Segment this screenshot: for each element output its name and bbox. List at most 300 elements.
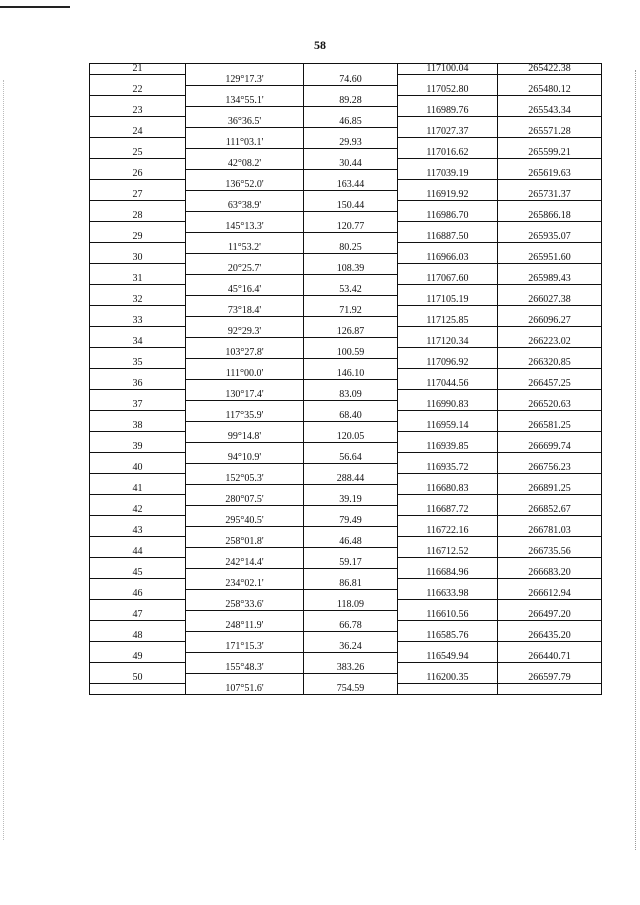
segment-length: 53.42: [304, 285, 398, 296]
corner-mark: [0, 6, 70, 8]
direction-angle: 45°16.4': [186, 285, 304, 296]
segment-row: [90, 600, 602, 611]
x-coordinate: 116722.16: [398, 526, 498, 537]
point-number: 37: [90, 400, 186, 411]
empty-cell: [498, 411, 602, 422]
empty-cell: [304, 673, 398, 684]
right-edge-line: [635, 70, 636, 850]
point-number: 32: [90, 295, 186, 306]
y-coordinate: 266699.74: [498, 442, 602, 453]
direction-angle: 155°48.3': [186, 663, 304, 674]
segment-length: 66.78: [304, 621, 398, 632]
direction-angle: 171°15.3': [186, 642, 304, 653]
empty-cell: [186, 547, 304, 558]
empty-cell: [90, 348, 186, 359]
x-coordinate: 116687.72: [398, 505, 498, 516]
direction-angle: 152°05.3': [186, 474, 304, 485]
y-coordinate: 265989.43: [498, 274, 602, 285]
point-row: [90, 442, 602, 453]
direction-angle: 99°14.8': [186, 432, 304, 443]
empty-cell: [90, 474, 186, 485]
direction-angle: 20°25.7': [186, 264, 304, 275]
empty-cell: [90, 222, 186, 233]
empty-cell: [398, 159, 498, 170]
segment-length: 59.17: [304, 558, 398, 569]
empty-cell: [498, 327, 602, 338]
direction-angle: 36°36.5': [186, 117, 304, 128]
empty-cell: [186, 190, 304, 201]
segment-row: [90, 390, 602, 401]
y-coordinate: 266223.02: [498, 337, 602, 348]
x-coordinate: 117039.19: [398, 169, 498, 180]
point-row: [90, 337, 602, 348]
empty-cell: [90, 159, 186, 170]
empty-cell: [90, 201, 186, 212]
empty-cell: [304, 400, 398, 411]
segment-length: 126.87: [304, 327, 398, 338]
point-number: 49: [90, 652, 186, 663]
empty-cell: [304, 85, 398, 96]
direction-angle: 295°40.5': [186, 516, 304, 527]
empty-cell: [186, 148, 304, 159]
empty-cell: [90, 75, 186, 86]
empty-cell: [304, 232, 398, 243]
y-coordinate: 266612.94: [498, 589, 602, 600]
direction-angle: 130°17.4': [186, 390, 304, 401]
y-coordinate: 266520.63: [498, 400, 602, 411]
point-row: [90, 148, 602, 159]
point-number: 40: [90, 463, 186, 474]
empty-cell: [90, 516, 186, 527]
x-coordinate: 116684.96: [398, 568, 498, 579]
empty-cell: [304, 211, 398, 222]
point-number: 26: [90, 169, 186, 180]
y-coordinate: 266320.85: [498, 358, 602, 369]
y-coordinate: 266735.56: [498, 547, 602, 558]
x-coordinate: 116610.56: [398, 610, 498, 621]
segment-length: 83.09: [304, 390, 398, 401]
point-number: 42: [90, 505, 186, 516]
empty-cell: [90, 243, 186, 254]
empty-cell: [398, 369, 498, 380]
empty-cell: [498, 642, 602, 653]
empty-cell: [304, 274, 398, 285]
empty-cell: [186, 337, 304, 348]
empty-cell: [398, 243, 498, 254]
segment-row: [90, 516, 602, 527]
point-row: [90, 652, 602, 663]
point-row: [90, 274, 602, 285]
segment-row: [90, 621, 602, 632]
empty-cell: [498, 180, 602, 191]
empty-cell: [498, 663, 602, 674]
point-row: [90, 379, 602, 390]
empty-cell: [186, 652, 304, 663]
point-row: [90, 211, 602, 222]
empty-cell: [398, 390, 498, 401]
point-row: [90, 421, 602, 432]
empty-cell: [498, 369, 602, 380]
empty-cell: [90, 558, 186, 569]
empty-cell: [304, 169, 398, 180]
empty-cell: [90, 390, 186, 401]
segment-row: [90, 453, 602, 464]
segment-length: 39.19: [304, 495, 398, 506]
empty-cell: [186, 106, 304, 117]
direction-angle: 136°52.0': [186, 180, 304, 191]
empty-cell: [498, 432, 602, 443]
point-number: 44: [90, 547, 186, 558]
empty-cell: [304, 526, 398, 537]
point-number: 39: [90, 442, 186, 453]
direction-angle: 103°27.8': [186, 348, 304, 359]
x-coordinate: 117100.04: [398, 64, 498, 75]
empty-cell: [186, 211, 304, 222]
empty-cell: [186, 358, 304, 369]
segment-length: 89.28: [304, 96, 398, 107]
x-coordinate: 116939.85: [398, 442, 498, 453]
direction-angle: 242°14.4': [186, 558, 304, 569]
y-coordinate: 265951.60: [498, 253, 602, 264]
empty-cell: [304, 484, 398, 495]
empty-cell: [304, 127, 398, 138]
y-coordinate: 265571.28: [498, 127, 602, 138]
empty-cell: [498, 348, 602, 359]
empty-cell: [304, 190, 398, 201]
empty-cell: [186, 85, 304, 96]
segment-row: [90, 369, 602, 380]
empty-cell: [90, 411, 186, 422]
segment-row: [90, 642, 602, 653]
empty-cell: [90, 684, 186, 695]
empty-cell: [186, 253, 304, 264]
x-coordinate: 117052.80: [398, 85, 498, 96]
page-number: 58: [314, 38, 326, 52]
empty-cell: [186, 421, 304, 432]
empty-cell: [90, 285, 186, 296]
segment-length: 118.09: [304, 600, 398, 611]
segment-length: 68.40: [304, 411, 398, 422]
x-coordinate: 116935.72: [398, 463, 498, 474]
y-coordinate: 265599.21: [498, 148, 602, 159]
empty-cell: [186, 505, 304, 516]
point-number: 33: [90, 316, 186, 327]
coordinates-table: [89, 63, 602, 695]
left-edge-line: [3, 80, 4, 840]
empty-cell: [398, 558, 498, 569]
empty-cell: [90, 96, 186, 107]
point-number: 38: [90, 421, 186, 432]
y-coordinate: 265619.63: [498, 169, 602, 180]
y-coordinate: 265543.34: [498, 106, 602, 117]
x-coordinate: 116990.83: [398, 400, 498, 411]
empty-cell: [498, 159, 602, 170]
y-coordinate: 265480.12: [498, 85, 602, 96]
empty-cell: [498, 390, 602, 401]
empty-cell: [398, 642, 498, 653]
direction-angle: 258°33.6': [186, 600, 304, 611]
empty-cell: [304, 610, 398, 621]
segment-row: [90, 75, 602, 86]
point-number: 31: [90, 274, 186, 285]
empty-cell: [304, 253, 398, 264]
segment-length: 150.44: [304, 201, 398, 212]
point-number: 22: [90, 85, 186, 96]
empty-cell: [186, 316, 304, 327]
empty-cell: [304, 379, 398, 390]
x-coordinate: 117027.37: [398, 127, 498, 138]
point-row: [90, 589, 602, 600]
point-row: [90, 106, 602, 117]
point-row: [90, 358, 602, 369]
empty-cell: [398, 621, 498, 632]
empty-cell: [498, 516, 602, 527]
empty-cell: [90, 306, 186, 317]
empty-cell: [498, 579, 602, 590]
empty-cell: [90, 327, 186, 338]
empty-cell: [398, 75, 498, 86]
point-row: [90, 568, 602, 579]
point-row: [90, 631, 602, 642]
empty-cell: [398, 663, 498, 674]
segment-length: 754.59: [304, 684, 398, 695]
segment-row: [90, 117, 602, 128]
direction-angle: 234°02.1': [186, 579, 304, 590]
empty-cell: [304, 316, 398, 327]
empty-cell: [498, 621, 602, 632]
empty-cell: [498, 306, 602, 317]
empty-cell: [398, 201, 498, 212]
point-number: 48: [90, 631, 186, 642]
point-row: [90, 64, 602, 75]
empty-cell: [498, 600, 602, 611]
empty-cell: [90, 264, 186, 275]
empty-cell: [90, 600, 186, 611]
empty-cell: [398, 600, 498, 611]
x-coordinate: 116887.50: [398, 232, 498, 243]
segment-row: [90, 138, 602, 149]
point-row: [90, 127, 602, 138]
empty-cell: [498, 453, 602, 464]
empty-cell: [304, 337, 398, 348]
point-number: 35: [90, 358, 186, 369]
direction-angle: 248°11.9': [186, 621, 304, 632]
point-row: [90, 169, 602, 180]
point-number: 28: [90, 211, 186, 222]
y-coordinate: 266497.20: [498, 610, 602, 621]
x-coordinate: 117105.19: [398, 295, 498, 306]
empty-cell: [398, 453, 498, 464]
direction-angle: 134°55.1': [186, 96, 304, 107]
point-number: 24: [90, 127, 186, 138]
x-coordinate: 116989.76: [398, 106, 498, 117]
segment-row: [90, 264, 602, 275]
x-coordinate: 116633.98: [398, 589, 498, 600]
x-coordinate: 117125.85: [398, 316, 498, 327]
y-coordinate: 266581.25: [498, 421, 602, 432]
y-coordinate: 266440.71: [498, 652, 602, 663]
empty-cell: [498, 96, 602, 107]
point-row: [90, 295, 602, 306]
direction-angle: 63°38.9': [186, 201, 304, 212]
x-coordinate: 116966.03: [398, 253, 498, 264]
empty-cell: [186, 295, 304, 306]
segment-length: 288.44: [304, 474, 398, 485]
y-coordinate: 266096.27: [498, 316, 602, 327]
empty-cell: [186, 673, 304, 684]
segment-row: [90, 432, 602, 443]
segment-row: [90, 285, 602, 296]
x-coordinate: 116200.35: [398, 673, 498, 684]
x-coordinate: 116712.52: [398, 547, 498, 558]
point-number: 25: [90, 148, 186, 159]
point-row: [90, 526, 602, 537]
empty-cell: [398, 474, 498, 485]
x-coordinate: 117096.92: [398, 358, 498, 369]
direction-angle: 129°17.3': [186, 75, 304, 86]
segment-length: 74.60: [304, 75, 398, 86]
segment-length: 46.48: [304, 537, 398, 548]
x-coordinate: 117067.60: [398, 274, 498, 285]
y-coordinate: 265422.38: [498, 64, 602, 75]
segment-row: [90, 96, 602, 107]
y-coordinate: 266435.20: [498, 631, 602, 642]
x-coordinate: 116680.83: [398, 484, 498, 495]
empty-cell: [398, 537, 498, 548]
point-row: [90, 253, 602, 264]
empty-cell: [186, 631, 304, 642]
x-coordinate: 116959.14: [398, 421, 498, 432]
segment-length: 120.05: [304, 432, 398, 443]
y-coordinate: 265866.18: [498, 211, 602, 222]
x-coordinate: 117016.62: [398, 148, 498, 159]
empty-cell: [90, 537, 186, 548]
empty-cell: [398, 285, 498, 296]
empty-cell: [186, 610, 304, 621]
empty-cell: [398, 117, 498, 128]
empty-cell: [304, 442, 398, 453]
empty-cell: [186, 169, 304, 180]
segment-row: [90, 663, 602, 674]
segment-row: [90, 537, 602, 548]
x-coordinate: 116585.76: [398, 631, 498, 642]
empty-cell: [186, 232, 304, 243]
direction-angle: 107°51.6': [186, 684, 304, 695]
empty-cell: [398, 348, 498, 359]
direction-angle: 73°18.4': [186, 306, 304, 317]
empty-cell: [186, 568, 304, 579]
point-number: 27: [90, 190, 186, 201]
segment-length: 146.10: [304, 369, 398, 380]
empty-cell: [498, 138, 602, 149]
empty-cell: [186, 526, 304, 537]
empty-cell: [304, 148, 398, 159]
y-coordinate: 266027.38: [498, 295, 602, 306]
empty-cell: [498, 75, 602, 86]
empty-cell: [498, 558, 602, 569]
y-coordinate: 266852.67: [498, 505, 602, 516]
empty-cell: [498, 201, 602, 212]
segment-length: 120.77: [304, 222, 398, 233]
empty-cell: [398, 306, 498, 317]
empty-cell: [90, 138, 186, 149]
point-number: 36: [90, 379, 186, 390]
point-number: 34: [90, 337, 186, 348]
y-coordinate: 266597.79: [498, 673, 602, 684]
direction-angle: 92°29.3': [186, 327, 304, 338]
empty-cell: [90, 663, 186, 674]
empty-cell: [398, 432, 498, 443]
empty-cell: [304, 295, 398, 306]
empty-cell: [398, 516, 498, 527]
y-coordinate: 266781.03: [498, 526, 602, 537]
empty-cell: [186, 484, 304, 495]
empty-cell: [398, 684, 498, 695]
segment-length: 383.26: [304, 663, 398, 674]
empty-cell: [398, 180, 498, 191]
segment-length: 46.85: [304, 117, 398, 128]
empty-cell: [186, 379, 304, 390]
empty-cell: [304, 547, 398, 558]
direction-angle: 11°53.2': [186, 243, 304, 254]
point-number: 30: [90, 253, 186, 264]
empty-cell: [498, 222, 602, 233]
empty-cell: [304, 463, 398, 474]
segment-row: [90, 201, 602, 212]
segment-row: [90, 243, 602, 254]
point-number: 41: [90, 484, 186, 495]
direction-angle: 117°35.9': [186, 411, 304, 422]
empty-cell: [498, 495, 602, 506]
segment-length: 36.24: [304, 642, 398, 653]
point-number: 29: [90, 232, 186, 243]
point-number: 46: [90, 589, 186, 600]
empty-cell: [90, 579, 186, 590]
point-row: [90, 85, 602, 96]
segment-length: 56.64: [304, 453, 398, 464]
point-row: [90, 232, 602, 243]
empty-cell: [90, 117, 186, 128]
point-row: [90, 400, 602, 411]
empty-cell: [398, 327, 498, 338]
segment-row: [90, 495, 602, 506]
empty-cell: [304, 589, 398, 600]
empty-cell: [398, 264, 498, 275]
segment-row: [90, 306, 602, 317]
direction-angle: 42°08.2': [186, 159, 304, 170]
x-coordinate: 117044.56: [398, 379, 498, 390]
empty-cell: [304, 106, 398, 117]
direction-angle: 280°07.5': [186, 495, 304, 506]
direction-angle: 258°01.8': [186, 537, 304, 548]
x-coordinate: 116986.70: [398, 211, 498, 222]
empty-cell: [498, 474, 602, 485]
segment-length: 100.59: [304, 348, 398, 359]
segment-length: 80.25: [304, 243, 398, 254]
empty-cell: [398, 495, 498, 506]
segment-length: 30.44: [304, 159, 398, 170]
empty-cell: [90, 432, 186, 443]
point-number: 47: [90, 610, 186, 621]
segment-row: [90, 348, 602, 359]
empty-cell: [186, 442, 304, 453]
point-number: 50: [90, 673, 186, 684]
empty-cell: [186, 127, 304, 138]
empty-cell: [186, 589, 304, 600]
empty-cell: [498, 684, 602, 695]
y-coordinate: 265935.07: [498, 232, 602, 243]
y-coordinate: 266457.25: [498, 379, 602, 390]
